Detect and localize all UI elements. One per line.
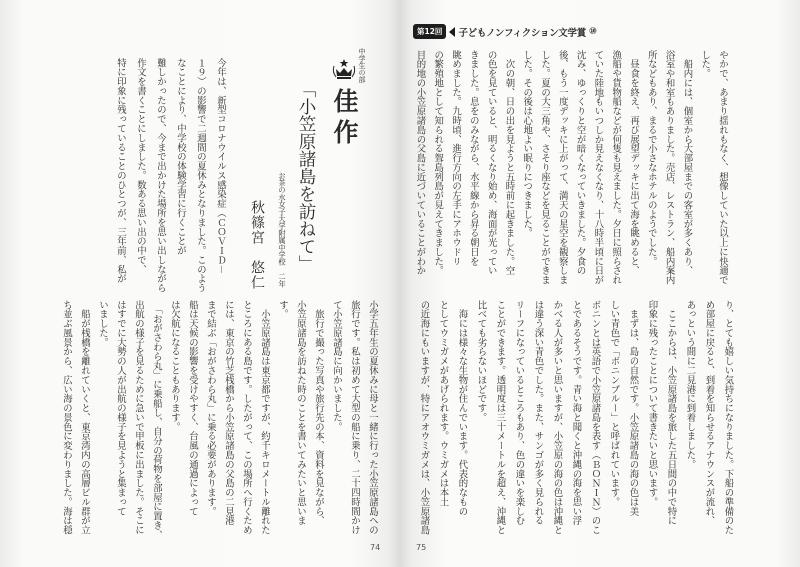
body-text-upper-right	[411, 50, 731, 290]
series-title: 子どもノンフィクション文学賞	[458, 27, 586, 39]
text-column: リーフになっているところもあり、色の違いを楽しむ	[513, 300, 525, 526]
award-rank: 佳作	[330, 88, 359, 150]
text-column: ところにある島です。したがって、この場所へ行くため	[241, 300, 252, 535]
text-column: の繁殖地として知られる聟島列島が見えてきました。	[432, 50, 444, 276]
text-column: 比べても劣らないほどです。	[475, 300, 487, 423]
text-column: とであるそうです。青い海と聞くと沖縄の海を思い浮	[570, 300, 582, 526]
author-name: 秋篠宮 悠仁	[249, 200, 265, 290]
text-column: した。夏の大三角や、さそり座などを見ることができま	[539, 50, 551, 285]
text-column: なことにより、中学校の体験学習に行くことが	[175, 58, 186, 256]
series-number: ⑩	[588, 26, 597, 37]
essay-title: 「小笠原諸島を訪ねて」	[296, 80, 316, 273]
text-column: の近海にもいますが、特にアオウミガメは、小笠原諸島	[418, 300, 430, 535]
text-column: やかで、あまり揺れもなく、想像していた以上に快適で	[717, 50, 728, 285]
body-text-upper-left	[110, 58, 230, 298]
text-column: 小笠原諸島は東京都ですが、約千キロメートル離れた	[259, 300, 270, 535]
text-column: しい青色で「ボニンブルー」と呼ばれています。	[608, 300, 620, 507]
text-column: としてウミガメがあげられます。ウミガメは本土	[437, 300, 449, 507]
text-column: の色を見ていると、明るくなり始め、海面が光ってい	[485, 50, 497, 276]
text-column: 作文を書くことにしました。数ある思い出の中で、	[135, 58, 146, 274]
text-column: した。その後は心地よい眠りにつきました。	[521, 50, 533, 238]
text-column: 眺めました。九時頃、進行方向の左手にアホウドリ	[450, 50, 462, 266]
text-column: 後、もう一度デッキに上がって、満天の星空を観察しま	[556, 50, 568, 285]
text-column: はすでに大勢の人が出航の様子を見ようと集まって	[115, 300, 126, 516]
text-column: ここからは、小笠原諸島を旅した五日間の中で特に	[665, 300, 677, 526]
text-column: いました。	[97, 300, 108, 347]
text-column: は違う深い青色でした。また、サンゴが多く見られる	[532, 300, 544, 526]
text-column: 漁船や貨物船などが何隻も見えました。夕日に照らされ	[610, 50, 622, 285]
text-column: まで結ぶ「おがさわら丸」に乗る必要があります。	[205, 300, 216, 516]
edition-badge: 第12回	[413, 24, 446, 39]
text-column: あっという間に二見港に到着しました。	[684, 300, 696, 470]
text-column: 出航の様子を見るために急いで甲板に出ました。そこに	[133, 300, 144, 535]
page-number-right: 75	[416, 543, 427, 552]
text-column: ち並ぶ風景から、広い海の景色に変わりました。海は穏	[61, 300, 72, 535]
text-column: 昼食を終え、再び展望デッキに出て海を眺めると、	[628, 50, 640, 276]
text-column: まずは、島の自然です。小笠原諸島の海の色は美	[627, 300, 639, 516]
text-column: 次の朝、日の出を見ようと五時前に起きました。空	[503, 50, 515, 276]
text-column: り、とても嬉しい気持ちになりました。下船の準備のた	[722, 300, 734, 535]
text-column: ボニンとは英語で小笠原諸島を表す（ＢＯＮＩＮ）のこ	[589, 300, 601, 535]
text-column: 今年は、新型コロナウイルス感染症（ＣＯＶＩＤ－	[215, 58, 226, 274]
text-column: 小学五年生の夏休みに母と一緒に行った小笠原諸島への	[367, 300, 378, 535]
text-column: 印象に残ったことについて書きたいと思います。	[646, 300, 658, 507]
text-column: 海には様々な生物が住んでいます。代表的なもの	[456, 300, 468, 516]
text-column: には、東京の竹芝桟橋から小笠原諸島の父島の二見港	[223, 300, 234, 526]
text-column: 所などもあり、まるで小さなホテルのようでした。	[645, 50, 657, 266]
text-column: 小笠原諸島を訪ねた時のことを書いてみたいと思いま	[295, 300, 306, 526]
text-column: め部屋に戻ると、到着を知らせるアナウンスが流れ、	[703, 300, 715, 526]
body-text-lower-right	[415, 300, 738, 540]
text-column: 船が桟橋を離れていくと、東京湾内の高層ビル群が立	[79, 300, 90, 535]
text-column: した。	[699, 50, 711, 79]
text-column: かべる人が多いと思いますが、小笠原の海の色は沖縄と	[551, 300, 563, 535]
text-column: 船内には、個室から大部屋までの客室が多くあり、	[681, 50, 693, 276]
header-arrow-icon	[449, 27, 455, 37]
text-column: 「おがさわら丸」に乗船し、自分の荷物を部屋に置き、	[151, 300, 162, 540]
text-column: ことができます。透明度は三十メートルを超え、沖縄と	[494, 300, 506, 535]
award-division: 中学生の部	[358, 48, 366, 83]
text-column: 目的地の小笠原諸島の父島に近づいていることがわか	[414, 50, 426, 276]
page-number-left: 74	[370, 543, 381, 552]
text-column: きました。息をのみながら、水平線から昇る朝日を	[467, 50, 479, 266]
text-column: 特に印象に残っていることのひとつが、三年前、私が	[115, 58, 126, 284]
text-column: １９）の影響で二週間の夏休みとなりました。このよう	[195, 58, 206, 293]
running-header	[413, 24, 597, 39]
text-column: 船は天候の影響を受けやすく、台風の通過によって	[187, 300, 198, 516]
text-column: 沈み、ゆっくりと空が暗くなっていきました。夕食の	[574, 50, 586, 276]
text-column: は欠航になることもあります。	[169, 300, 180, 432]
text-column: 旅行で撮った写真や旅行先の本、資料を見ながら、	[313, 300, 324, 526]
award-crown-icon	[331, 58, 357, 80]
body-text-lower-left	[57, 300, 381, 540]
author-school: お茶の水女子大学附属中学校 二年	[278, 172, 287, 288]
text-column: 旅行です。私は初めて大型の船に乗り、二十四時間かけ	[349, 300, 360, 535]
text-column: て小笠原諸島に向かいました。	[331, 300, 342, 432]
text-column: 浴室や和室もありました。売店、レストラン、船内案内	[663, 50, 675, 285]
right-page	[400, 0, 800, 567]
text-column: す。	[277, 300, 288, 319]
text-column: ていた陸地もいつしか見えなくなり、十八時半頃に日が	[592, 50, 604, 285]
text-column: 難しかったので、今まで出かけた場所を思い出しながら	[155, 58, 166, 293]
